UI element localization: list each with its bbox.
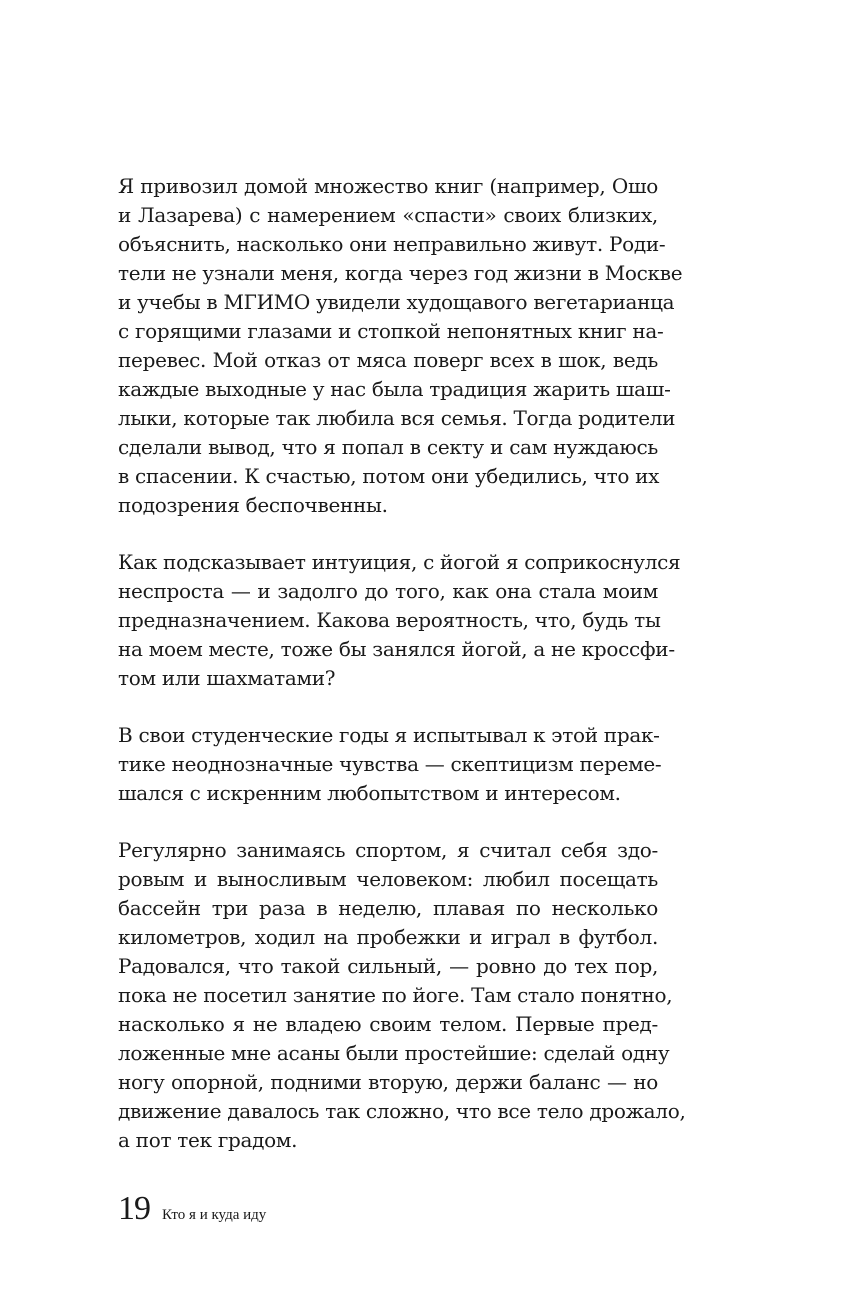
text-line: перевес. Мой отказ от мяса поверг всех в шок, ведь: [118, 348, 658, 372]
text-line: ногу опорной, подними вторую, держи баланс — но: [118, 1070, 658, 1094]
running-title: Кто я и куда иду: [162, 1207, 267, 1223]
text-line: бассейн три раза в неделю, плавая по несколько: [118, 896, 658, 920]
paragraph-4: [118, 836, 686, 1155]
text-line: сделали вывод, что я попал в секту и сам нуждаюсь: [118, 435, 658, 459]
text-line: В свои студенческие годы я испытывал к этой прак-: [118, 723, 660, 747]
text-line: Как подсказывает интуиция, с йогой я соприкоснулся: [118, 550, 681, 574]
text-line: а пот тек градом.: [118, 1128, 298, 1152]
text-line: тике неоднозначные чувства — скептицизм переме-: [118, 752, 662, 776]
text-line: километров, ходил на пробежки и играл в футбол.: [118, 925, 658, 949]
text-line: в спасении. К счастью, потом они убедились, что их: [118, 464, 660, 488]
text-line: и учебы в МГИМО увидели худощавого вегетарианца: [118, 290, 675, 314]
text-line: шался с искренним любопытством и интересом.: [118, 781, 621, 805]
text-line: насколько я не владею своим телом. Первые пред-: [118, 1012, 658, 1036]
text-line: каждые выходные у нас была традиция жарить шаш-: [118, 377, 671, 401]
paragraph-1: [118, 172, 683, 520]
text-line: ровым и выносливым человеком: любил посещать: [118, 867, 658, 891]
text-line: лыки, которые так любила вся семья. Тогда родители: [118, 406, 676, 430]
paragraph-2: [118, 548, 681, 693]
text-line: и Лазарева) с намерением «спасти» своих близких,: [118, 203, 658, 227]
text-line: подозрения беспочвенны.: [118, 493, 388, 517]
text-line: неспроста — и задолго до того, как она стала моим: [118, 579, 658, 603]
text-line: пока не посетил занятие по йоге. Там стало понятно,: [118, 983, 673, 1007]
text-line: тели не узнали меня, когда через год жизни в Москве: [118, 261, 683, 285]
body-text: [118, 172, 686, 1183]
text-line: ложенные мне асаны были простейшие: сделай одну: [118, 1041, 670, 1065]
page-number: 19: [118, 1190, 150, 1227]
page-footer: [118, 1190, 266, 1228]
text-line: на моем месте, тоже бы занялся йогой, а не кроссфи-: [118, 637, 675, 661]
text-line: с горящими глазами и стопкой непонятных книг на-: [118, 319, 664, 343]
text-line: предназначением. Какова вероятность, что, будь ты: [118, 608, 661, 632]
text-line: объяснить, насколько они неправильно живут. Роди-: [118, 232, 666, 256]
text-line: Я привозил домой множество книг (например, Ошо: [118, 174, 658, 198]
text-line: Радовался, что такой сильный, — ровно до тех пор,: [118, 954, 658, 978]
text-line: Регулярно занимаясь спортом, я считал себя здо-: [118, 838, 658, 862]
text-line: том или шахматами?: [118, 666, 336, 690]
text-line: движение давалось так сложно, что все тело дрожало,: [118, 1099, 686, 1123]
paragraph-3: [118, 721, 662, 808]
